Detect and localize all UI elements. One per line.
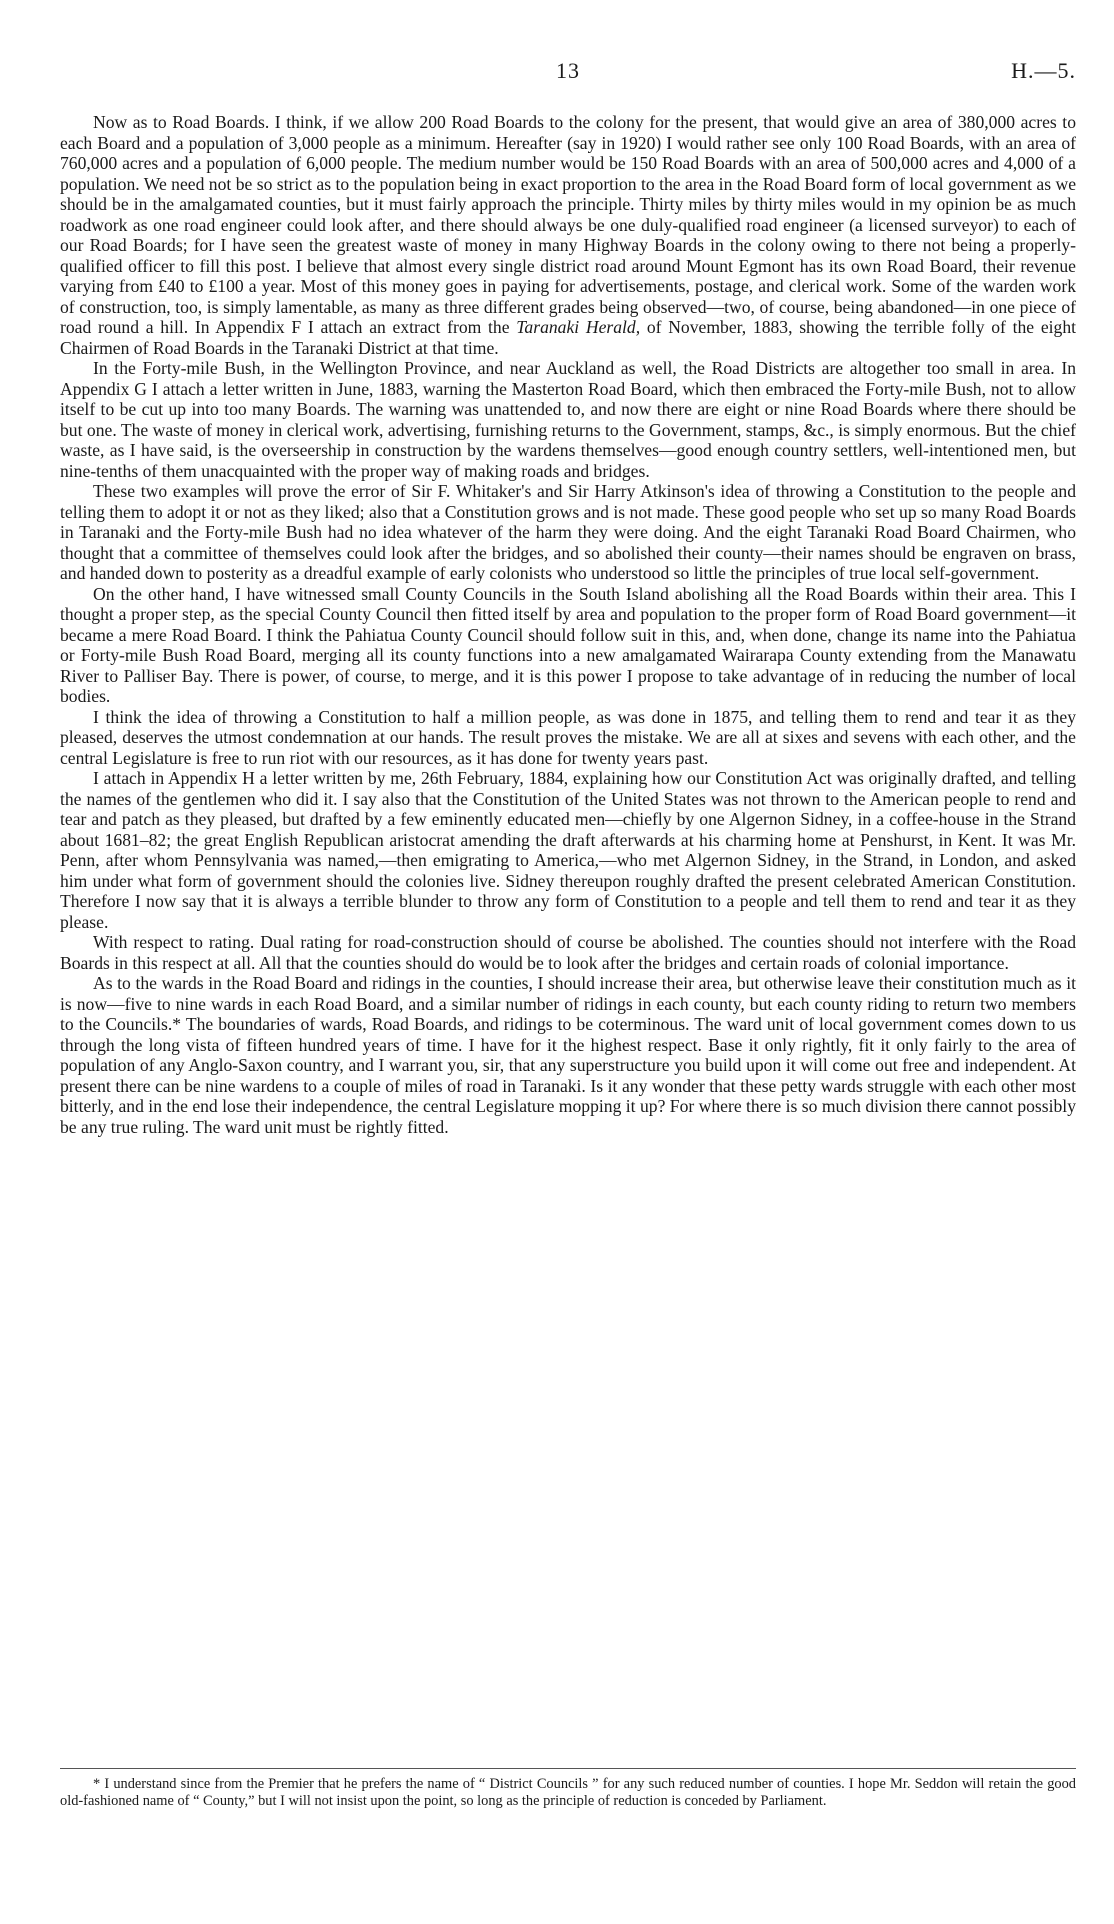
footnote bbox=[60, 1776, 1076, 1810]
paragraph: These two examples will prove the error of Sir F. Whitaker's and Sir Harry Atkinson's idea of throwing a Constitution to the people and telling them to adopt it or not as they liked; also that a Constitution grows and is not made. These good people who set up so many Road Boards in Taranaki and the Forty-mile Bush had no idea whatever of the harm they were doing. And the eight Taranaki Road Board Chairmen, who thought that a committee of themselves could look after the bridges, and so abolished their county—their names should be engraven on brass, and handed down to posterity as a dreadful example of early colonists who understood so little the principles of true local self-government. bbox=[60, 481, 1076, 583]
paragraph: I attach in Appendix H a letter written by me, 26th February, 1884, explaining how our Constitution Act was originally drafted, and telling the names of the gentlemen who did it. I say also that the Constitution of the United States was not thrown to the American people to rend and tear and patch as they pleased, but drafted by a few eminently educated men—chiefly by one Algernon Sidney, in a coffee-house in the Strand about 1681–82; the great English Republican aristocrat amending the draft afterwards at his charming home at Penshurst, in Kent. It was Mr. Penn, after whom Pennsylvania was named,—then emigrating to America,—who met Algernon Sidney, in the Strand, in London, and asked him under what form of government should the colonies live. Sidney thereupon roughly drafted the present celebrated American Constitution. Therefore I now say that it is always a terrible blunder to throw any form of Constitution to a people and tell them to rend and tear it as they please. bbox=[60, 768, 1076, 932]
paragraph: As to the wards in the Road Board and ridings in the counties, I should increase their area, but otherwise leave their constitution much as it is now—five to nine wards in each Road Board, and a similar number of ridings in each county, but each county riding to return two members to the Councils.* The boundaries of wards, Road Boards, and ridings to be coterminous. The ward unit of local government comes down to us through the long vista of fifteen hundred years of time. I have for it the highest respect. Base it only rightly, fit it only fairly to the area of population of any Anglo-Saxon country, and I warrant you, sir, that any superstructure you build upon it will come out free and independent. At present there can be nine wardens to a couple of miles of road in Taranaki. Is it any wonder that these petty wards struggle with each other most bitterly, and in the end lose their independence, the central Legislature mopping it up? For where there is so much division there cannot possibly be any true ruling. The ward unit must be rightly fitted. bbox=[60, 973, 1076, 1137]
newspaper-title: Taranaki Herald, bbox=[516, 317, 641, 337]
paragraph-text: Now as to Road Boards. I think, if we allow 200 Road Boards to the colony for the present, that would give an area of 380,000 acres to each Board and a population of 3,000 people as a minimum. Hereafter (say in 1920) I would rather see only 100 Road Boards, with an area of 760,000 acres and a population of 6,000 people. The medium number would be 150 Road Boards with an area of 500,000 acres and 4,000 of a population. We need not be so strict as to the population being in exact proportion to the area in the Road Board form of local government as we should be in the amalgamated counties, but it must fairly approach the principle. Thirty miles by thirty miles would in my opinion be as much roadwork as one road engineer could look after, and there should always be one duly-qualified road engineer (a licensed surveyor) to each of our Road Boards; for I have seen the greatest waste of money in many Highway Boards in the colony owing to there not being a properly-qualified officer to fill this post. I believe that almost every single district road around Mount Egmont has its own Road Board, their revenue varying from £40 to £100 a year. Most of this money goes in paying for advertisements, postage, and clerical work. Some of the warden work of construction, too, is simply lamentable, as many as three different grades being observed—two, of course, being abandoned—in one piece of road round a hill. In Appendix F I attach an extract from the bbox=[60, 112, 1076, 337]
document-reference: H.—5. bbox=[1011, 58, 1076, 83]
footnote-text: * I understand since from the Premier that he prefers the name of “ District Councils ” for any such reduced number of counties. I hope Mr. Seddon will retain the good old-fashioned name of “ County,” but I will not insist upon the point, so long as the principle of reduction is conceded by Parliament. bbox=[60, 1776, 1076, 1809]
page-header bbox=[60, 58, 1076, 88]
paragraph: I think the idea of throwing a Constitution to half a million people, as was done in 1875, and telling them to rend and tear it as they pleased, deserves the utmost condemnation at our hands. The result proves the mistake. We are all at sixes and sevens with each other, and the central Legislature is free to run riot with our resources, as it has done for twenty years past. bbox=[60, 706, 1076, 768]
page-number: 13 bbox=[556, 58, 580, 83]
footnote-divider bbox=[60, 1768, 1076, 1769]
paragraph bbox=[60, 112, 1076, 358]
body-text bbox=[60, 112, 1076, 1137]
paragraph-text: of November, 1883, showing the terrible folly of the eight Chairmen of Road Boards in the Taranaki District at that time. bbox=[60, 317, 1077, 358]
paragraph: In the Forty-mile Bush, in the Wellington Province, and near Auckland as well, the Road Districts are altogether too small in area. In Appendix G I attach a letter written in June, 1883, warning the Masterton Road Board, which then embraced the Forty-mile Bush, not to allow itself to be cut up into too many Boards. The warning was unattended to, and now there are eight or nine Road Boards where there should be but one. The waste of money in clerical work, advertising, furnishing returns to the Government, stamps, &c., is simply enormous. But the chief waste, as I have said, is the overseership in construction by the wardens themselves—good enough country settlers, well-intentioned men, but nine-tenths of them unacquainted with the proper way of making roads and bridges. bbox=[60, 358, 1076, 481]
paragraph: On the other hand, I have witnessed small County Councils in the South Island abolishing all the Road Boards within their area. This I thought a proper step, as the special County Council then fitted itself by area and population to the proper form of Road Board government—it became a mere Road Board. I think the Pahiatua County Council should follow suit in this, and, when done, change its name into the Pahiatua or Forty-mile Bush Road Board, merging all its county functions into a new amalgamated Wairarapa County extending from the Manawatu River to Palliser Bay. There is power, of course, to merge, and it is this power I propose to take advantage of in reducing the number of local bodies. bbox=[60, 583, 1076, 706]
paragraph: With respect to rating. Dual rating for road-construction should of course be abolished. The counties should not interfere with the Road Boards in this respect at all. All that the counties should do would be to look after the bridges and certain roads of colonial importance. bbox=[60, 932, 1076, 973]
